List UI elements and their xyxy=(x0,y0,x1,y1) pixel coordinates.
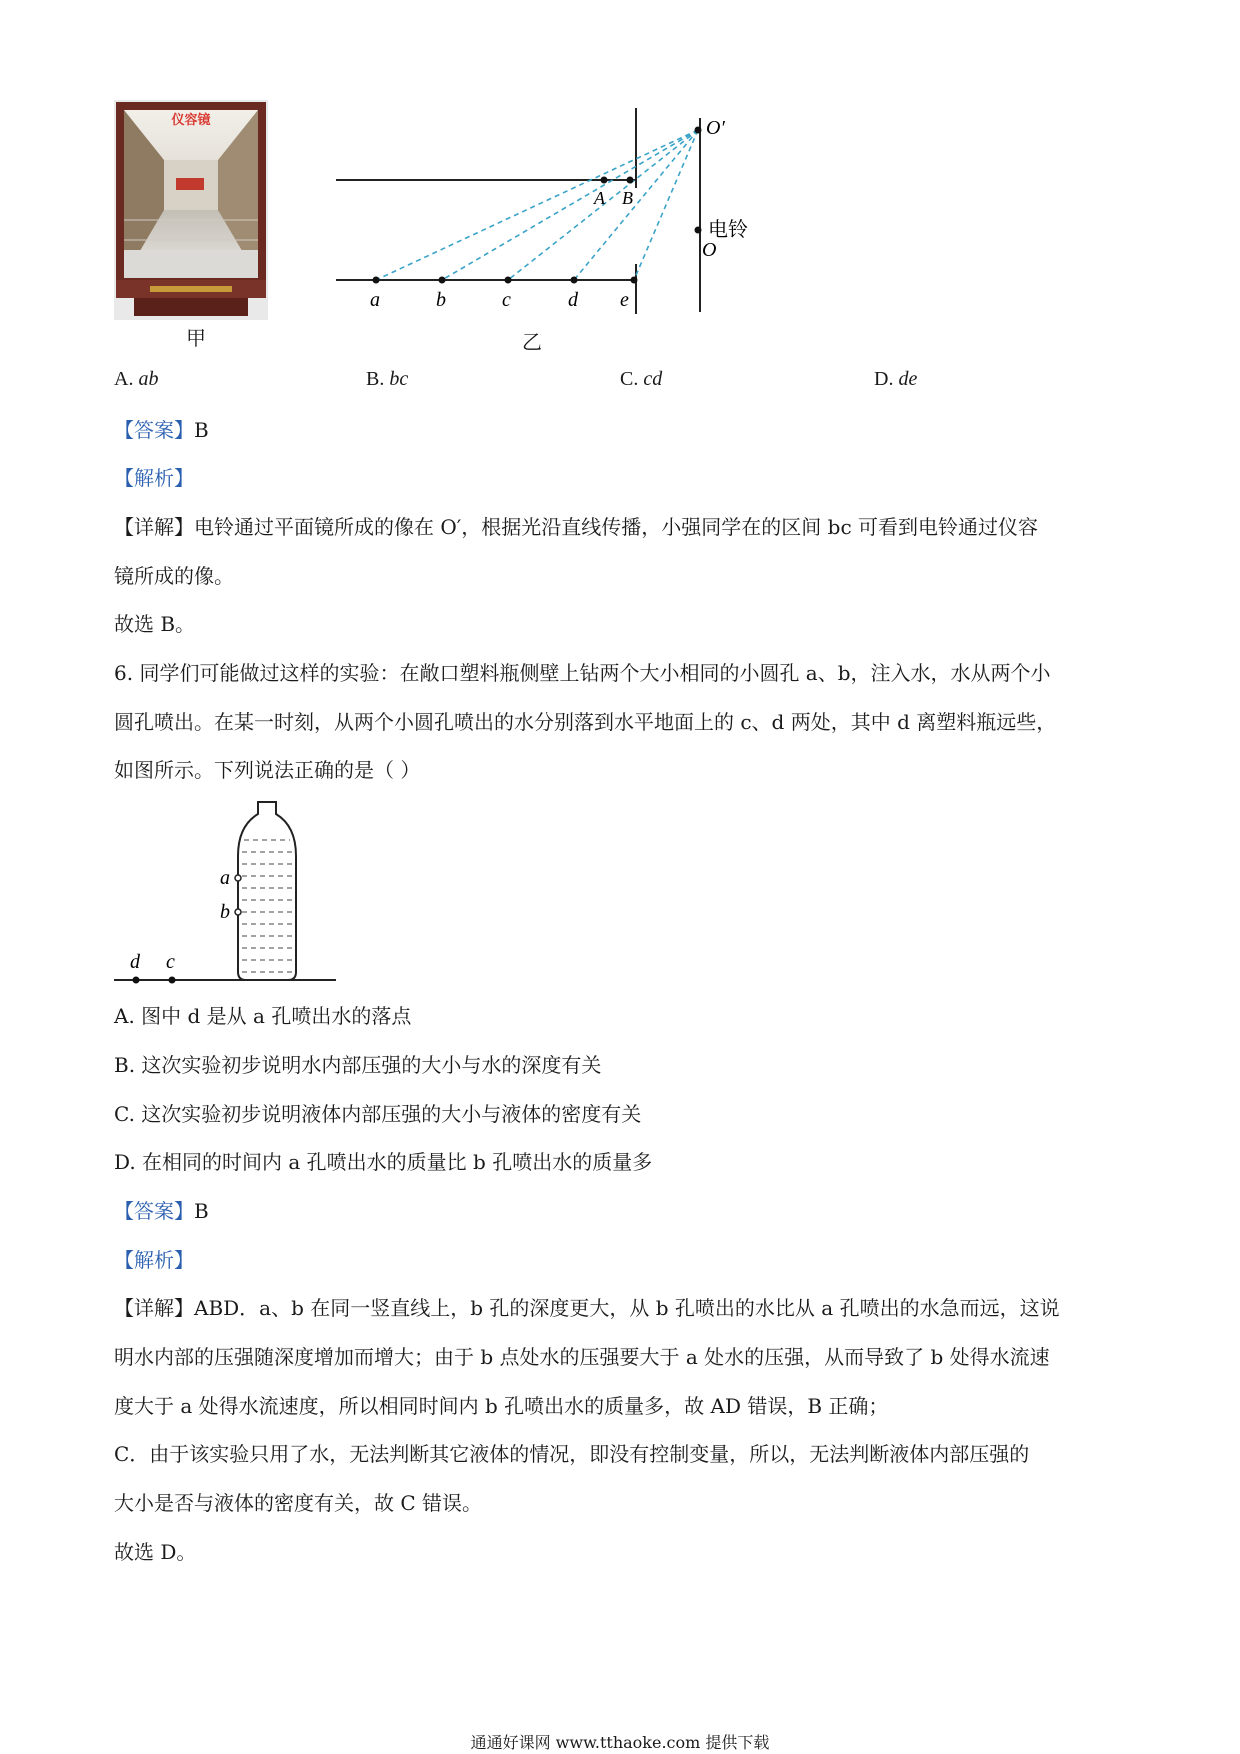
q5-option-d: D. de xyxy=(874,368,918,390)
label-O: O xyxy=(702,239,717,261)
q5-option-b: B. bc xyxy=(366,368,409,390)
q5-option-a: A. ab xyxy=(114,368,159,390)
point-d xyxy=(133,977,140,984)
q6-detail-line4: C．由于该实验只用了水，无法判断其它液体的情况，即没有控制变量，所以，无法判断液体内部压强的 xyxy=(114,1442,1030,1466)
point-c xyxy=(169,977,176,984)
mirror-sign: 仪容镜 xyxy=(171,113,211,128)
q6-stem-line2: 圆孔喷出。在某一时刻，从两个小圆孔喷出的水分别落到水平地面上的 c、d 两处，其中 d 离塑料瓶远些， xyxy=(114,710,1057,734)
hole-a xyxy=(235,875,241,881)
light-rays xyxy=(376,130,698,280)
q6-answer: 【答案】B xyxy=(114,1199,209,1223)
label-a: a xyxy=(370,289,380,311)
q6-detail-line1: 【详解】ABD．a、b 在同一竖直线上，b 孔的深度更大，从 b 孔喷出的水比从 a 孔喷出的水急而远，这说 xyxy=(114,1296,1060,1320)
label-hole-a: a xyxy=(220,867,230,889)
point-O xyxy=(695,227,702,234)
label-A: A xyxy=(594,188,605,208)
label-c: c xyxy=(502,289,511,311)
label-point-c: c xyxy=(166,951,175,973)
mirror-photo xyxy=(114,100,268,320)
caption-yi: 乙 xyxy=(522,330,542,354)
point-B xyxy=(627,177,634,184)
hole-b xyxy=(235,909,241,915)
q5-conclusion: 故选 B。 xyxy=(114,612,196,636)
q6-option-b: B. 这次实验初步说明水内部压强的大小与水的深度有关 xyxy=(114,1053,602,1077)
label-e: e xyxy=(620,289,629,311)
q6-detail-line3: 度大于 a 处得水流速度，所以相同时间内 b 孔喷出水的质量多，故 AD 错误，B 正确； xyxy=(114,1394,889,1418)
q6-option-a: A. 图中 d 是从 a 孔喷出水的落点 xyxy=(114,1004,412,1028)
bottle-figure xyxy=(110,796,340,992)
q6-conclusion: 故选 D。 xyxy=(114,1540,197,1564)
q5-answer: 【答案】B xyxy=(114,418,209,442)
page-footer: 通通好课网 www.tthaoke.com 提供下载 xyxy=(470,1733,770,1752)
point-d xyxy=(571,277,578,284)
point-c xyxy=(505,277,512,284)
q6-detail-line2: 明水内部的压强随深度增加而增大；由于 b 点处水的压强要大于 a 处水的压强，从而导致了 b 处得水流速 xyxy=(114,1345,1050,1369)
q6-option-c: C. 这次实验初步说明液体内部压强的大小与液体的密度有关 xyxy=(114,1102,642,1126)
label-b: b xyxy=(436,289,446,311)
q6-analysis-tag: 【解析】 xyxy=(114,1248,194,1272)
point-b xyxy=(439,277,446,284)
point-e xyxy=(631,277,638,284)
q5-option-c: C. cd xyxy=(620,368,663,390)
ray-diagram-svg xyxy=(326,104,766,324)
label-d: d xyxy=(568,289,578,311)
q5-detail-line1: 【详解】电铃通过平面镜所成的像在 O′，根据光沿直线传播，小强同学在的区间 bc 可看到电铃通过仪容 xyxy=(114,515,1039,539)
q6-detail-line5: 大小是否与液体的密度有关，故 C 错误。 xyxy=(114,1491,483,1515)
water-dashes xyxy=(242,840,292,972)
label-hole-b: b xyxy=(220,901,230,923)
q5-detail-line2: 镜所成的像。 xyxy=(114,564,234,588)
ray-diagram xyxy=(326,104,766,324)
label-B: B xyxy=(622,188,633,208)
bottle-figure-svg xyxy=(110,796,340,992)
label-bell: 电铃 xyxy=(708,217,748,241)
point-O-prime xyxy=(695,127,702,134)
point-a xyxy=(373,277,380,284)
mirror-illustration xyxy=(114,100,268,320)
bottle-outline xyxy=(238,802,296,980)
label-point-d: d xyxy=(130,951,140,973)
label-O-prime: O′ xyxy=(706,117,725,139)
q6-stem-line3: 如图所示。下列说法正确的是（ ） xyxy=(114,758,421,782)
q5-analysis-tag: 【解析】 xyxy=(114,466,194,490)
q6-option-d: D. 在相同的时间内 a 孔喷出水的质量比 b 孔喷出水的质量多 xyxy=(114,1150,653,1174)
caption-jia: 甲 xyxy=(186,326,206,350)
q6-stem-line1: 6. 同学们可能做过这样的实验：在敞口塑料瓶侧壁上钻两个大小相同的小圆孔 a、b，注入水，水从两个小 xyxy=(114,661,1051,685)
point-A xyxy=(601,177,608,184)
